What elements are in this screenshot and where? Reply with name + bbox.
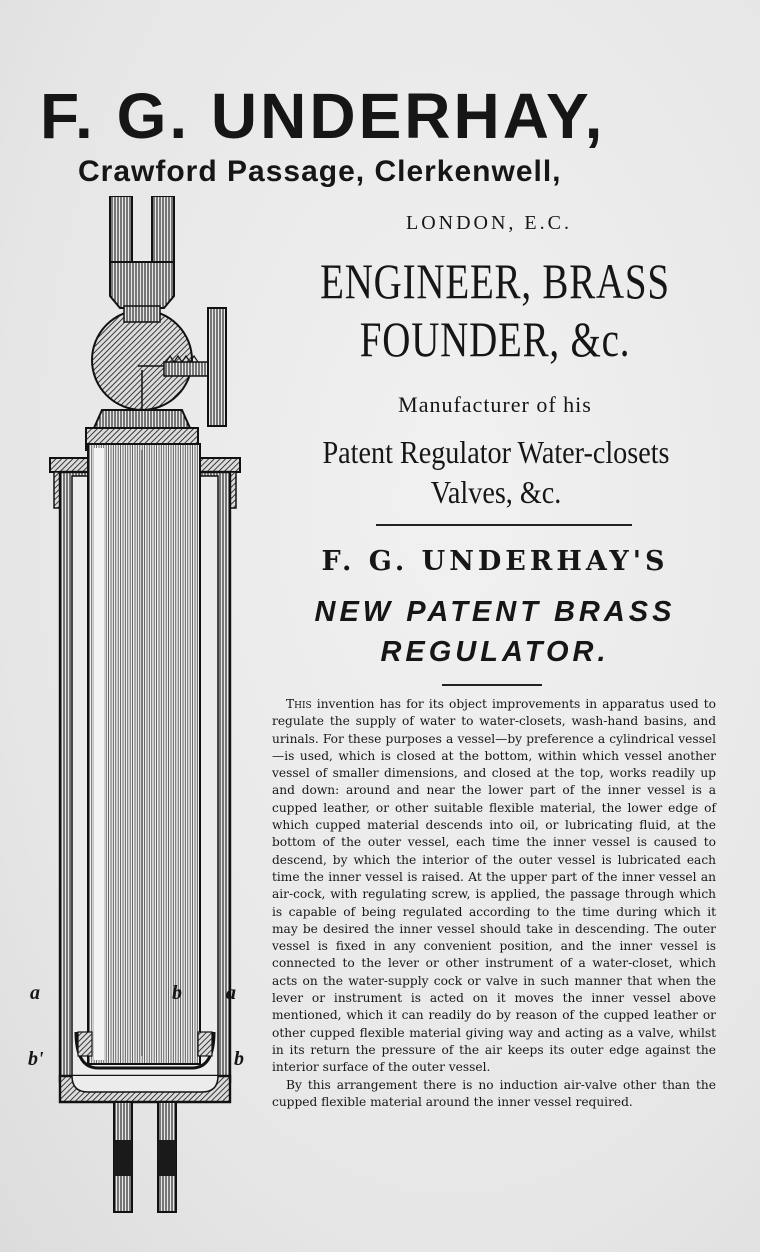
manufacturer-line: Manufacturer of his	[398, 392, 592, 417]
divider-rule	[376, 524, 632, 526]
product-description	[267, 432, 725, 512]
paragraph-2: By this arrangement there is no induction air-valve other than the cupped flexible material around the inner vessel required.	[272, 1077, 716, 1109]
product-line-2: Valves, &c.	[430, 474, 562, 510]
figure-label-b-right: b	[234, 1048, 244, 1070]
paragraph-1	[272, 696, 716, 1077]
trade-description	[320, 252, 671, 368]
city: LONDON, E.C.	[406, 212, 572, 234]
section-subtitle	[260, 592, 730, 672]
paragraph-lead: This	[286, 697, 312, 711]
figure-label-b-mid: b	[172, 982, 182, 1004]
short-divider-rule	[442, 684, 542, 686]
trade-line-2: FOUNDER, &c.	[359, 311, 631, 367]
section-heading: F. G. UNDERHAY'S	[321, 546, 669, 577]
trade-line-1: ENGINEER, BRASS	[320, 253, 670, 309]
subtitle-line-2: REGULATOR.	[380, 636, 610, 668]
firm-name: F. G. UNDERHAY,	[40, 80, 606, 152]
figure-label-b-left: b'	[28, 1048, 44, 1070]
fork-top-icon	[110, 196, 174, 308]
figure-label-a-left: a	[30, 982, 40, 1004]
description-text	[272, 696, 716, 1111]
product-line-1: Patent Regulator Water-closets	[322, 434, 670, 470]
subtitle-line-1: NEW PATENT BRASS	[314, 596, 676, 628]
regulator-engraving	[24, 196, 254, 1216]
bleed-through-text	[40, 36, 47, 68]
paragraph-1-text: invention has for its object improvements in apparatus used to regulate the supply of water to water-closets, wash-hand basins, and urinals. For these purposes a vessel—by preference a cylindrical vessel—is used, which is closed at the bottom, within which vessel another vessel of smaller dimensions, and closed at the top, works readily up and down: around and near the lower part of the inner vessel is a cupped leather, or other suitable flexible material, the lower edge of which cupped material descends into oil, or lubricating fluid, at the bottom of the outer vessel, each time the inner vessel is caused to descend, by which the interior of the outer vessel is lubricated each time the inner vessel is raised. At the upper part of the inner vessel an air-cock, with regulating screw, is applied, the passage through which is capable of being regulated according to the time during which it may be desired the inner vessel should take in descending. The outer vessel is fixed in any convenient position, and the inner vessel is connected to the lever or other instrument of a water-closet, which acts on the water-supply cock or valve in such manner that when the lever or instrument is acted on it moves the inner vessel above mentioned, which it can readily do by reason of the cupped leather or other cupped flexible material giving way and acting as a valve, whilst in its return the pressure of the air keeps its outer edge against the interior surface of the outer vessel.	[272, 697, 716, 1075]
figure-label-a-right: a	[226, 982, 236, 1004]
address: Crawford Passage, Clerkenwell,	[78, 155, 562, 188]
